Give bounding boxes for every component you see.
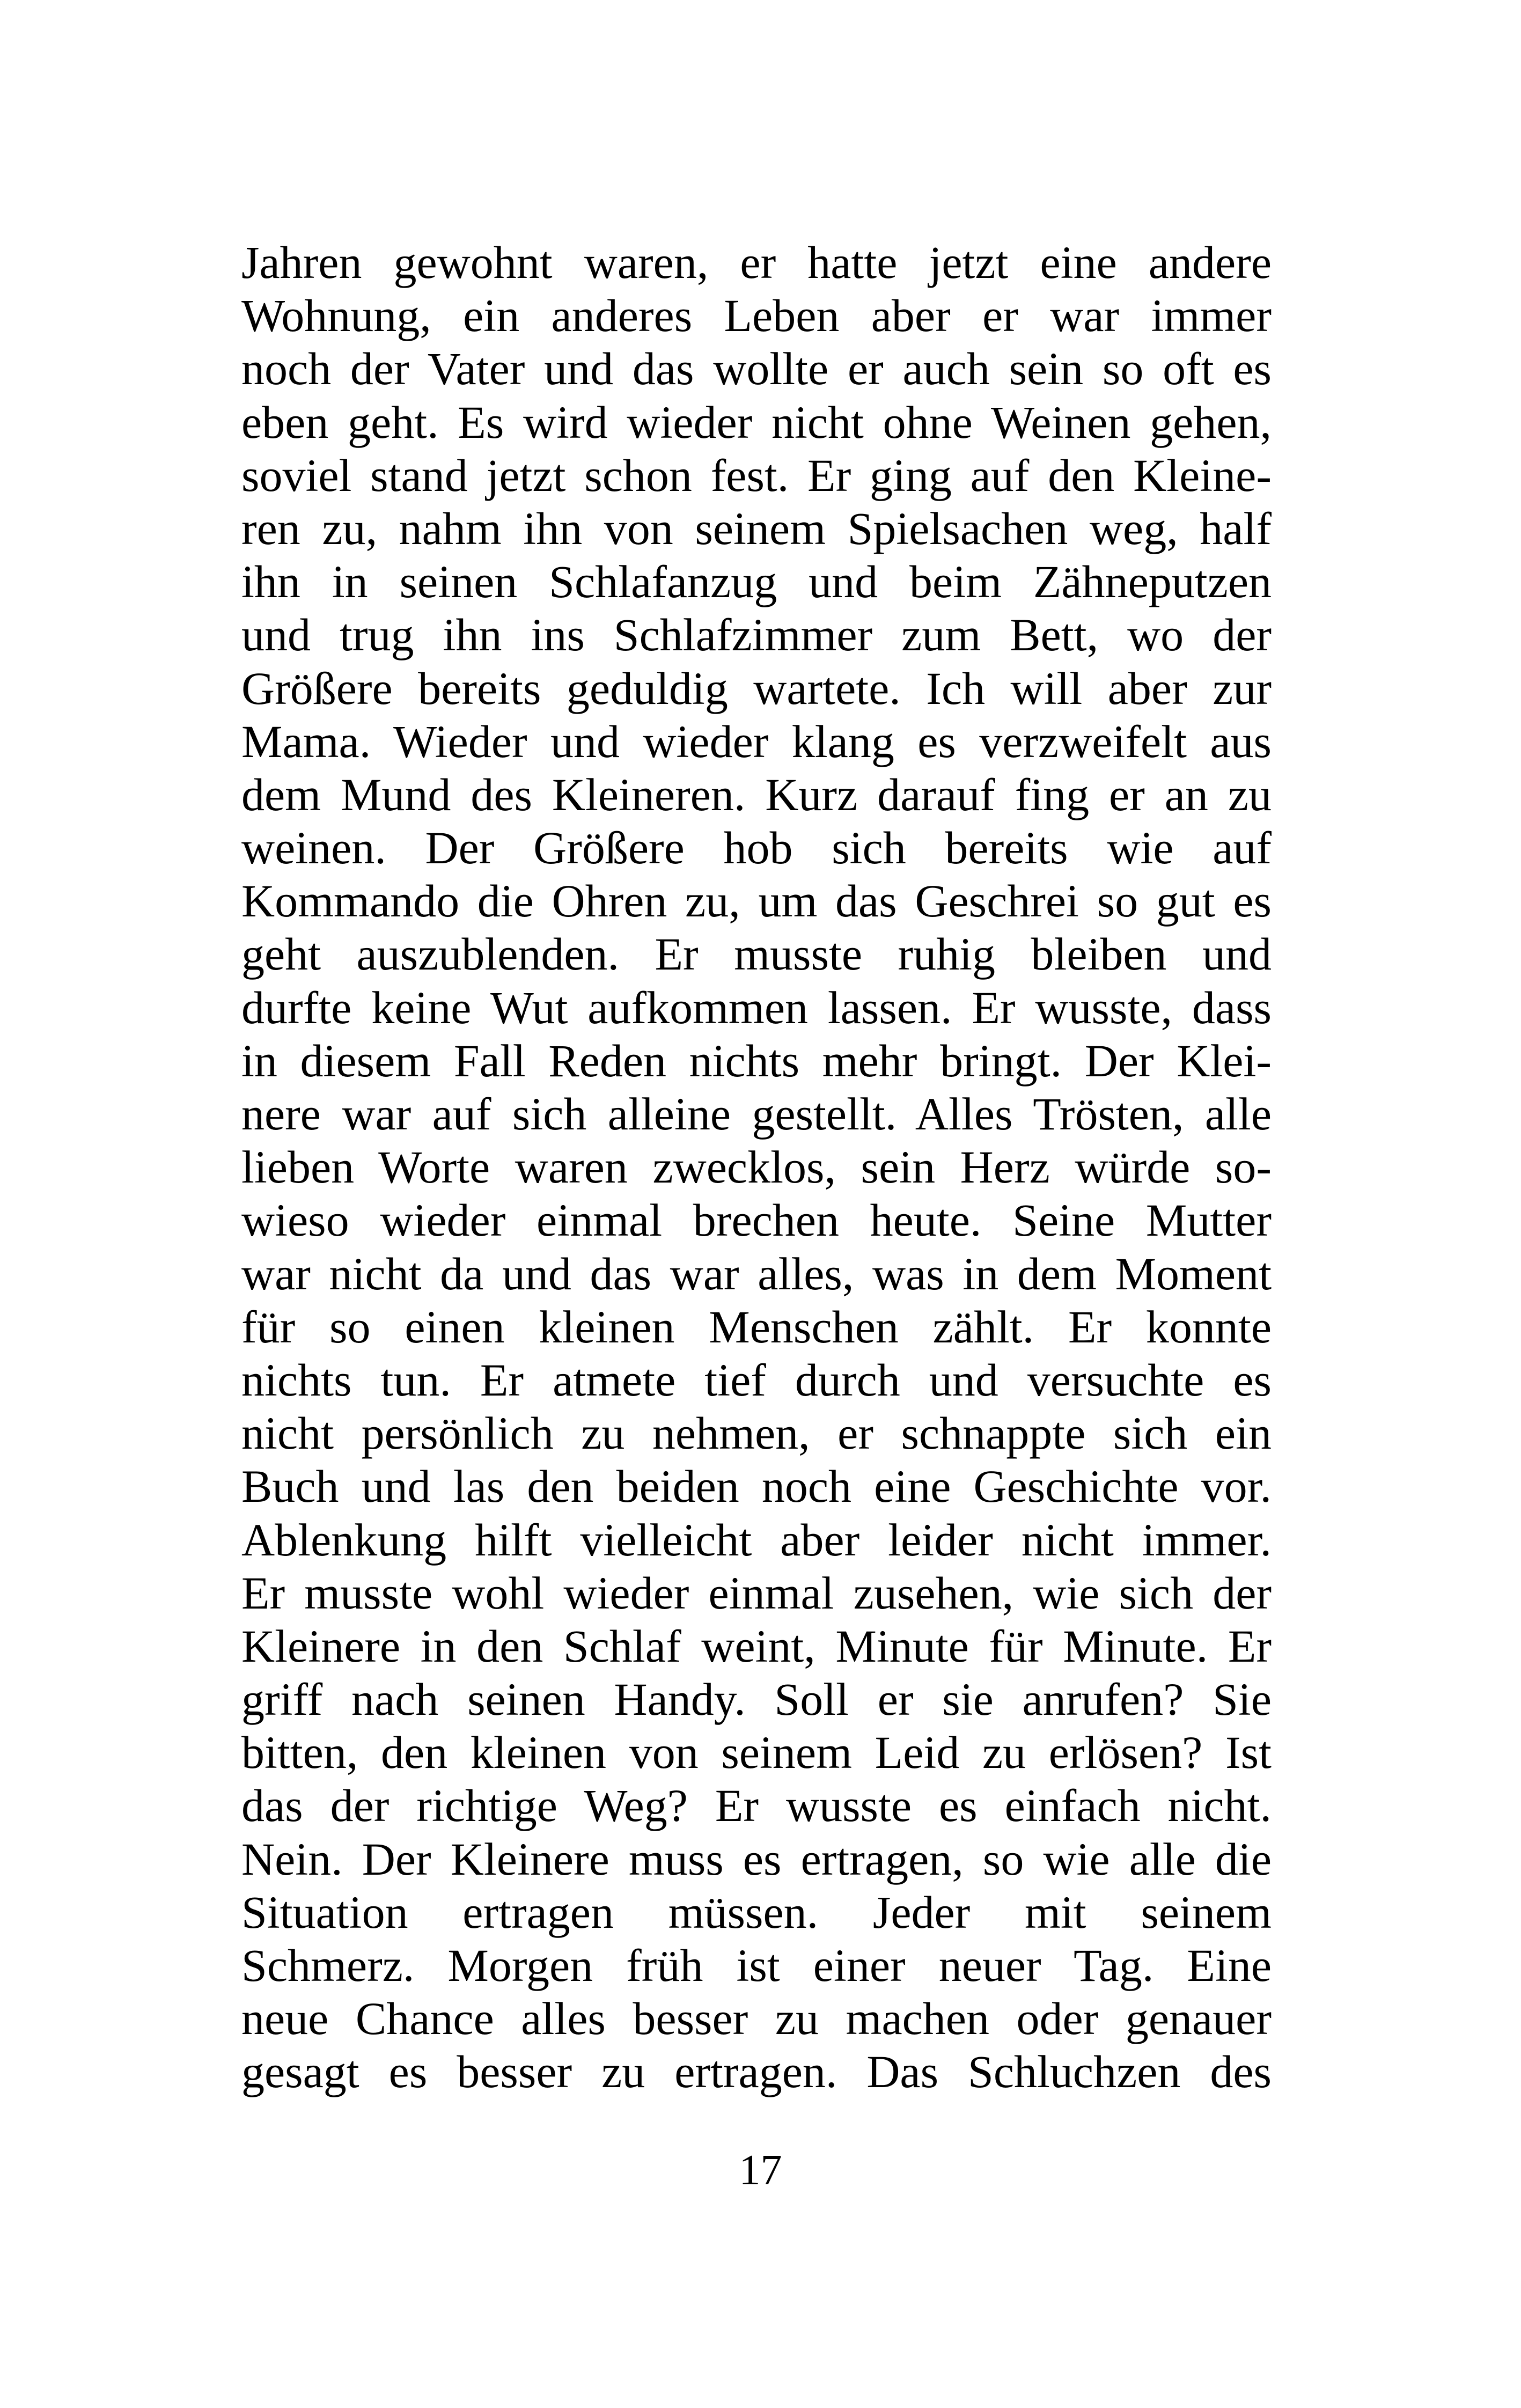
text-line: für so einen kleinen Menschen zählt. Er konnte <box>241 1301 1272 1353</box>
text-line: und trug ihn ins Schlafzimmer zum Bett, wo der <box>241 609 1272 661</box>
text-line: lieben Worte waren zwecklos, sein Herz würde so- <box>241 1141 1272 1193</box>
text-line: ren zu, nahm ihn von seinem Spielsachen weg, half <box>241 502 1272 554</box>
text-line: nichts tun. Er atmete tief durch und versuchte es <box>241 1354 1272 1406</box>
text-line: nere war auf sich alleine gestellt. Alles Trösten, alle <box>241 1088 1272 1140</box>
text-line: Kleinere in den Schlaf weint, Minute für Minute. Er <box>241 1620 1272 1672</box>
text-line: eben geht. Es wird wieder nicht ohne Weinen gehen, <box>241 396 1272 448</box>
text-line: ihn in seinen Schlafanzug und beim Zähneputzen <box>241 556 1272 608</box>
text-line: war nicht da und das war alles, was in dem Moment <box>241 1247 1272 1300</box>
text-line: durfte keine Wut aufkommen lassen. Er wusste, dass <box>241 981 1272 1033</box>
text-line: soviel stand jetzt schon fest. Er ging auf den Kleine- <box>241 449 1272 501</box>
text-line: Er musste wohl wieder einmal zusehen, wie sich der <box>241 1567 1272 1619</box>
text-line: neue Chance alles besser zu machen oder genauer <box>241 1993 1272 2045</box>
text-line: bitten, den kleinen von seinem Leid zu erlösen? Ist <box>241 1727 1272 1779</box>
text-line: Ablenkung hilft vielleicht aber leider nicht immer. <box>241 1514 1272 1566</box>
text-line: gesagt es besser zu ertragen. Das Schluchzen des <box>241 2046 1272 2098</box>
text-line: Mama. Wieder und wieder klang es verzweifelt aus <box>241 715 1272 767</box>
text-line: nicht persönlich zu nehmen, er schnappte sich ein <box>241 1407 1272 1459</box>
page-number: 17 <box>739 2147 782 2194</box>
body-text <box>241 236 1272 2099</box>
text-line: das der richtige Weg? Er wusste es einfach nicht. <box>241 1780 1272 1832</box>
text-line: dem Mund des Kleineren. Kurz darauf fing er an zu <box>241 768 1272 820</box>
text-line: Größere bereits geduldig wartete. Ich will aber zur <box>241 662 1272 714</box>
text-line: Wohnung, ein anderes Leben aber er war immer <box>241 290 1272 342</box>
text-line: Kommando die Ohren zu, um das Geschrei so gut es <box>241 875 1272 927</box>
text-line: geht auszublenden. Er musste ruhig bleiben und <box>241 928 1272 980</box>
text-line: in diesem Fall Reden nichts mehr bringt. Der Klei- <box>241 1034 1272 1086</box>
text-line: Schmerz. Morgen früh ist einer neuer Tag. Eine <box>241 1940 1272 1991</box>
text-line: weinen. Der Größere hob sich bereits wie auf <box>241 822 1272 874</box>
text-line: Buch und las den beiden noch eine Geschichte vor. <box>241 1460 1272 1513</box>
text-line: griff nach seinen Handy. Soll er sie anrufen? Sie <box>241 1673 1272 1726</box>
text-line: Jahren gewohnt waren, er hatte jetzt eine andere <box>241 237 1272 288</box>
text-line: noch der Vater und das wollte er auch sein so oft es <box>241 343 1272 395</box>
text-line: Nein. Der Kleinere muss es ertragen, so wie alle die <box>241 1833 1272 1885</box>
text-line: wieso wieder einmal brechen heute. Seine Mutter <box>241 1194 1272 1246</box>
text-line: Situation ertragen müssen. Jeder mit seinem <box>241 1886 1272 1938</box>
